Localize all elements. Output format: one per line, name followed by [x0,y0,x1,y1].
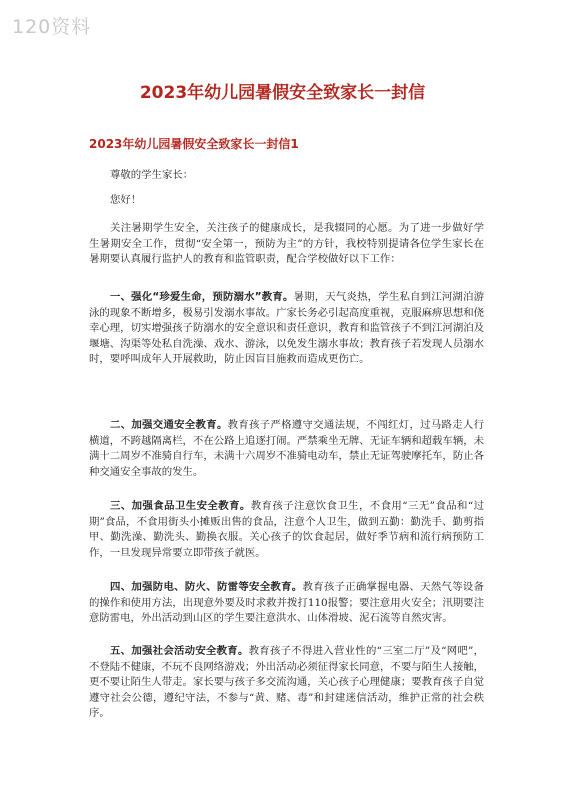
salutation: 尊敬的学生家长： [110,169,194,181]
section-heading: 2023年幼儿园暑假安全致家长一封信1 [89,137,299,151]
item-paragraph-4 [89,580,484,627]
watermark-logo: 120资料 [12,16,92,38]
item-paragraph-1 [89,290,484,368]
item-lead-3: 三、加强食品卫生安全教育。 [110,500,251,512]
item-lead-2: 二、加强交通安全教育。 [110,419,228,431]
item-paragraph-5 [89,644,484,722]
item-text-5: 教育孩子不得进入营业性的“三室二厅”及“网吧”，不登陆不健康，不玩不良网络游戏；外出活动必须征得家长同意，不要与陌生人接触，更不要让陌生人带走。家长要与孩子多交流沟通，关心孩子心理健康；要教育孩子自觉遵守社会公德，遵纪守法，不参与“黄、赌、毒”和封建迷信活动，维护正常的社会秩序。 [89,645,484,720]
item-text-4: 教育孩子正确掌握电器、天然气等设备的操作和使用方法，出现意外要及时求救并拨打110报警；要注意用火安全；汛期要注意防雷电，外出活动到山区的学生要注意洪水、山体滑坡、泥石流等自然灾害。 [89,581,484,625]
item-text-2: 教育孩子严格遵守交通法规，不闯红灯，过马路走人行横道，不跨越隔离栏，不在公路上追逐打闹。严禁乘坐无牌、无证车辆和超载车辆，未满十二周岁不准骑自行车，未满十六周岁不准骑电动车，禁止无证驾驶摩托车，防止各种交通安全事故的发生。 [89,419,484,478]
item-lead-4: 四、加强防电、防火、防雷等安全教育。 [110,581,303,593]
item-lead-5: 五、加强社会活动安全教育。 [110,645,249,657]
intro-paragraph: 关注暑期学生安全，关注孩子的健康成长，是我辍同的心愿。为了进一步做好学生暑期安全工作，贯彻“安全第一，预防为主”的方针，我校特别提请各位学生家长在暑期要认真履行监护人的教育和监管职责，配合学校做好以下工作： [89,222,484,266]
greeting: 您好！ [110,194,142,206]
document-title: 2023年幼儿园暑假安全致家长一封信 [139,83,426,103]
item-text-3: 教育孩子注意饮食卫生，不食用“三无”食品和“过期”食品，不食用街头小摊贩出售的食品，注意个人卫生，做到五勤：勤洗手、勤剪指甲、勤洗澡、勤洗头、勤换衣服。关心孩子的饮食起居，做好季节病和流行病预防工作，一旦发现异常要立即带孩子就医。 [89,500,485,559]
item-lead-1: 一、强化“珍爱生命，预防溺水”教育。 [110,291,294,303]
item-text-1: 暑期，天气炎热，学生私自到江河湖泊游泳的现象不断增多，极易引发溺水事故。广家长务必引起高度重视，克服麻痹思想和侥幸心理，切实增强孩子防溺水的安全意识和责任意识，教育和监管孩子不到江河湖泊及堰塘、沟渠等处私自洗澡、戏水、游泳，以免发生溺水事故；教育孩子若发现人员溺水时，要呼叫成年人开展救助，防止因盲目施救而造成更伤亡。 [89,291,484,366]
item-paragraph-2 [89,418,484,480]
item-paragraph-3 [89,499,484,561]
